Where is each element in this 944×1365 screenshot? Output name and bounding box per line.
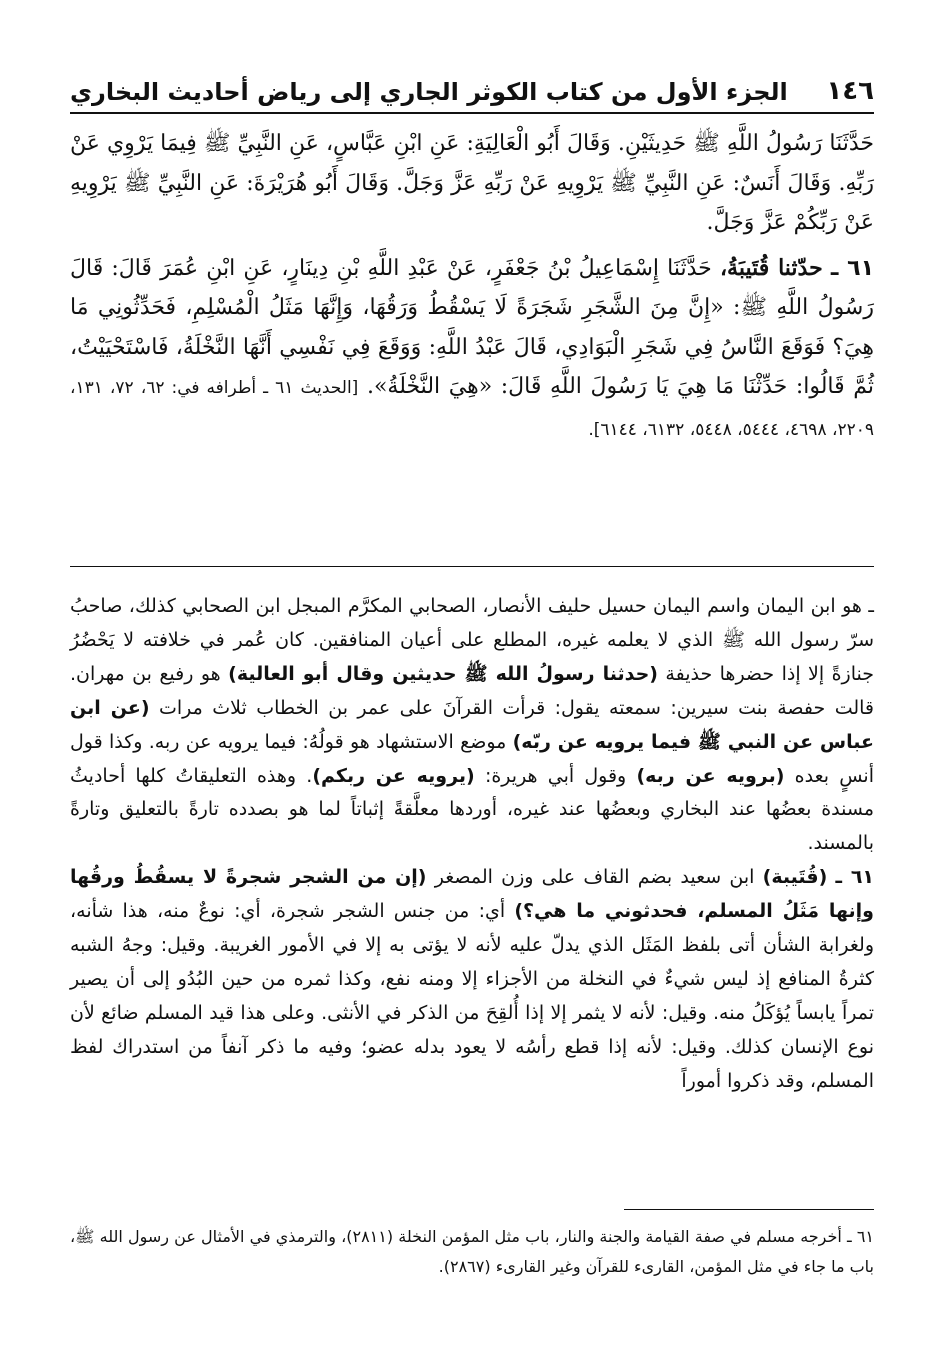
hadith-reference: [الحديث ٦١ ـ أطرافه في: ٦٢، ٧٢، ١٣١، ٢٢٠٩، ٤٦٩٨، ٥٤٤٤، ٥٤٤٨، ٦١٣٢، ٦١٤٤]. bbox=[70, 378, 874, 440]
commentary-text: وقول أبي هريرة: bbox=[484, 764, 627, 787]
commentary-quote: (عن ابن عباس عن النبي ﷺ فيما يرويه عن ربّه) bbox=[70, 696, 874, 753]
commentary-text: موضع الاستشهاد هو قولُهُ: فيما يرويه عن ربه. وكذا قول أنسٍ بعده bbox=[70, 730, 875, 787]
commentary-quote: (إن من الشجر شجرةً لا يسقُطُ ورقُها وإنها مَثَلُ المسلم، فحدثوني ما هي؟) bbox=[70, 866, 874, 923]
commentary-quote: (حدثنا رسولُ الله ﷺ حديثين وقال أبو العالية) bbox=[228, 662, 658, 685]
hadith-lead: حدّثنا قُتَيبَةُ، bbox=[719, 254, 823, 281]
commentary-text: ـ هو ابن اليمان واسم اليمان حسيل حليف الأنصار، الصحابي المكرَّم المبجل ابن الصحابي كذلك، صاحبُ سرّ رسول الله ﷺ الذي لا يعلمه غيره، المطلع على أعيان المنافقين. كان عُمر في خلافته لا يَحْضُرُ جنازةً إلا إذا حضرها حذيفة bbox=[70, 595, 874, 685]
page-number: ١٤٦ bbox=[826, 76, 874, 106]
hadith-text: حَدَّثَنَا إِسْمَاعِيلُ بْنُ جَعْفَرٍ، عَنْ عَبْدِ اللَّهِ بْنِ دِينَارٍ، عَنِ ابْنِ عُمَرَ قَالَ: قَالَ رَسُولُ اللَّهِ ﷺ: «إِنَّ مِنَ الشَّجَرِ شَجَرَةً لَا يَسْقُطُ وَرَقُهَا، وَإِنَّهَا مَثَلُ الْمُسْلِمِ، فَحَدِّثُونِي مَا هِيَ؟ فَوَقَعَ النَّاسُ فِي شَجَرِ الْبَوَادِي، قَالَ عَبْدُ اللَّهِ: وَوَقَعَ فِي نَفْسِي أَنَّهَا النَّخْلَةُ، فَاسْتَحْيَيْتُ، ثُمَّ قَالُوا: حَدِّثْنَا مَا هِيَ يَا رَسُولَ اللَّهِ قَالَ: «هِيَ النَّخْلَةُ». bbox=[70, 255, 875, 399]
commentary-paragraph bbox=[70, 861, 874, 1098]
intro-paragraph: حَدَّثَنَا رَسُولُ اللَّهِ ﷺ حَدِيثَيْنِ. وَقَالَ أَبُو الْعَالِيَةِ: عَنِ ابْنِ عَبَّاسٍ، عَنِ النَّبِيِّ ﷺ فِيمَا يَرْوِي عَنْ رَبِّهِ. وَقَالَ أَنَسٌ: عَنِ النَّبِيِّ ﷺ يَرْوِيهِ عَنْ رَبِّهِ عَزَّ وَجَلَّ. وَقَالَ أَبُو هُرَيْرَةَ: عَنِ النَّبِيِّ ﷺ يَرْوِيهِ عَنْ رَبِّكُمْ عَزَّ وَجَلَّ. bbox=[70, 131, 874, 235]
commentary-quote: (برويه عن ربه) bbox=[636, 764, 785, 787]
commentary-text: هو رفيع بن مهران. قالت حفصة بنت سيرين: سمعته يقول: قرأت القرآنَ على عمر بن الخطاب ثلاث مرات bbox=[70, 662, 875, 719]
hadith-paragraph bbox=[70, 249, 874, 451]
commentary-paragraph bbox=[70, 590, 874, 861]
commentary-quote: (يرويه عن ربكم) bbox=[312, 764, 475, 787]
section-divider bbox=[70, 566, 874, 567]
footnote-divider bbox=[624, 1209, 874, 1210]
commentary-quote: (قُتَيبة) bbox=[762, 866, 828, 889]
commentary-section bbox=[70, 590, 874, 1099]
commentary-number: ٦١ ـ bbox=[835, 866, 875, 889]
commentary-text: . وهذه التعليقاتُ كلها أحاديثُ مسندة بعضُها عند البخاري وبعضُها عند غيره، أوردها معلَّقةً إثباتاً لما هو بصدده تارةً بالتعليق وتارةً بالمسند. bbox=[70, 764, 874, 855]
commentary-text: ابن سعيد بضم القاف على وزن المصغر bbox=[434, 866, 755, 889]
running-title: الجزء الأول من كتاب الكوثر الجاري إلى رياض أحاديث البخاري bbox=[70, 78, 788, 106]
hadith-number: ٦١ ـ bbox=[830, 255, 875, 281]
footnotes bbox=[70, 1222, 874, 1282]
hadith-section bbox=[70, 124, 874, 450]
page-header bbox=[70, 62, 874, 114]
commentary-text: أي: من جنس الشجر شجرة، أي: نوعٌ منه، هذا شأنه، ولغرابة الشأن أتى بلفظ المَثَل الذي يدلّ عليه لأنه لا يؤتى به إلا في الأمور الغريبة. وقيل: وجهُ الشبه كثرةُ المنافع إذ ليس شيءٌ في النخلة من الأجزاء إلا ومنه نفع، وكذا ثمره من حين البُدُو إلى أن يصير تمراً يابساً يُؤكَلُ منه. وقيل: لأنه لا يثمر إلا إذا أُلقِحَ من الذكر في الأنثى. وعلى هذا قيد المسلم ضائع لأن نوع الإنسان كذلك. وقيل: لأنه إذا قطع رأسُه لا يعود بدله عضو؛ وفيه ما ذكر آنفاً من استدراك لفظ المسلم، وقد ذكروا أموراً bbox=[70, 900, 874, 1092]
footnote: ٦١ ـ أخرجه مسلم في صفة القيامة والجنة والنار، باب مثل المؤمن النخلة (٢٨١١)، والترمذي في الأمثال عن رسول الله ﷺ، باب ما جاء في مثل المؤمن، القارىء للقرآن وغير القارىء (٢٨٦٧). bbox=[70, 1227, 874, 1276]
